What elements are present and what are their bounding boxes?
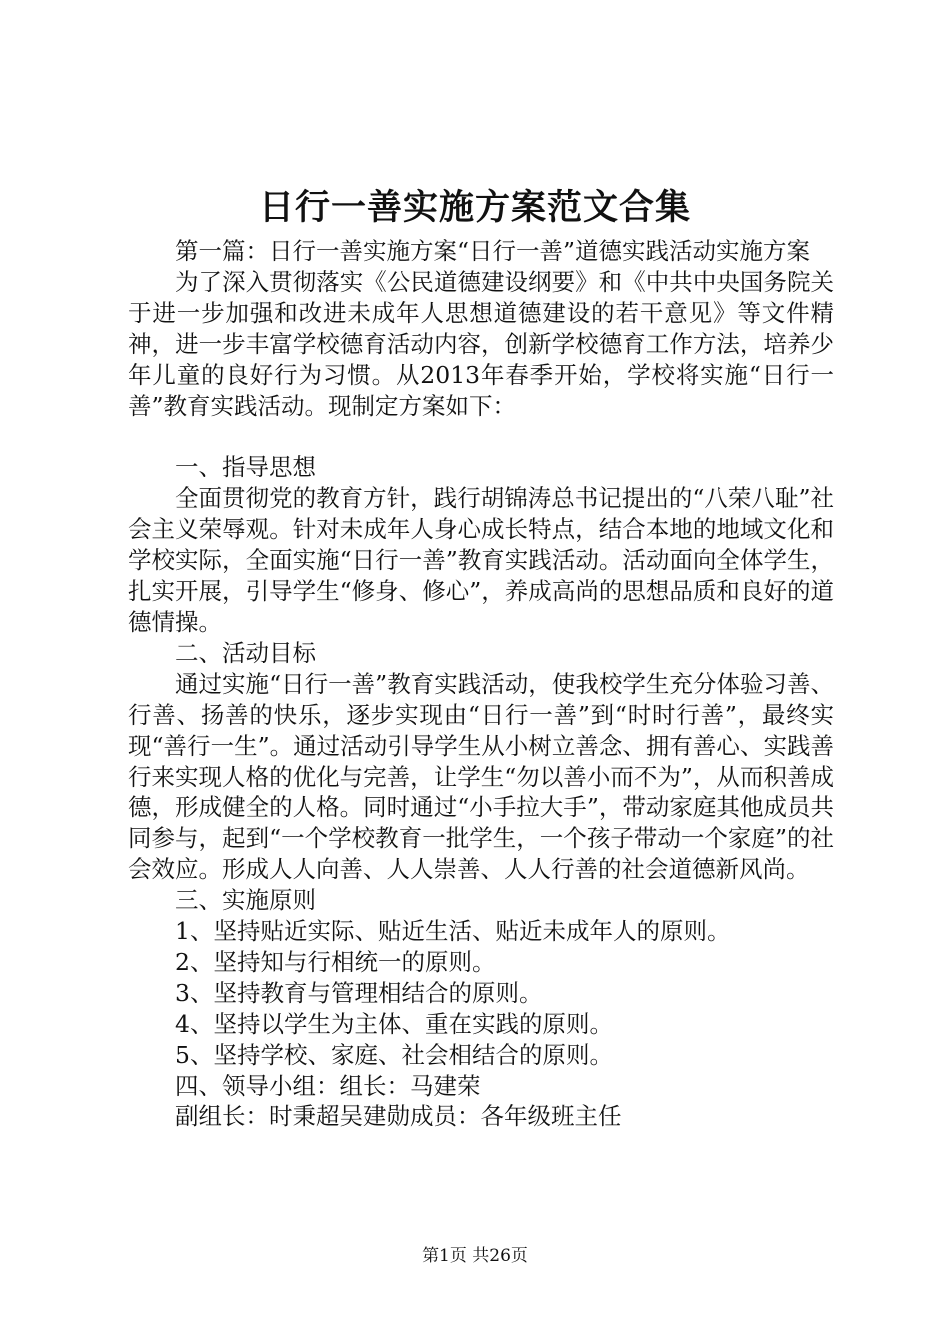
page-number-footer: 第1页 共26页 [422,1246,528,1266]
list-item-principle-2: 2、坚持知与行相统一的原则。 [175,947,496,976]
document-title: 日行一善实施方案范文合集 [258,187,691,228]
list-item-principle-1: 1、坚持贴近实际、贴近生活、贴近未成年人的原则。 [175,917,731,946]
document-body [128,236,834,1132]
paragraph-guiding-ideology: 全面贯彻党的教育方针，践行胡锦涛总书记提出的“八荣八耻”社会主义荣辱观。针对未成年人身心成长特点，结合本地的地域文化和学校实际，全面实施“日行一善”教育实践活动。活动面向全体学生，扎实开展，引导学生“修身、修心”，养成高尚的思想品质和良好的道德情操。 [128,484,834,636]
list-item-principle-3: 3、坚持教育与管理相结合的原则。 [175,978,543,1007]
section-heading-leadership-group: 四、领导小组：组长：马建荣 [175,1071,481,1100]
section-heading-principles: 三、实施原则 [175,886,316,915]
paragraph-activity-goals: 通过实施“日行一善”教育实践活动，使我校学生充分体验习善、行善、扬善的快乐，逐步实现由“日行一善”到“时时行善”，最终实现“善行一生”。通过活动引导学生从小树立善念、拥有善心、实践善行来实现人格的优化与完善，让学生“勿以善小而不为”，从而积善成德，形成健全的人格。同时通过“小手拉大手”，带动家庭其他成员共同参与，起到“一个学校教育一批学生，一个孩子带动一个家庭”的社会效应。形成人人向善、人人崇善、人人行善的社会道德新风尚。 [128,669,834,884]
list-item-principle-4: 4、坚持以学生为主体、重在实践的原则。 [175,1009,613,1038]
list-item-principle-5: 5、坚持学校、家庭、社会相结合的原则。 [175,1040,613,1069]
section-heading-activity-goals: 二、活动目标 [175,638,316,667]
paragraph-leadership-members: 副组长：时秉超吴建勋成员：各年级班主任 [175,1102,622,1131]
section-heading-guiding-ideology: 一、指导思想 [175,453,316,482]
paragraph-intro: 为了深入贯彻落实《公民道德建设纲要》和《中共中央国务院关于进一步加强和改进未成年人思想道德建设的若干意见》等文件精神，进一步丰富学校德育活动内容，创新学校德育工作方法，培养少年儿童的良好行为习惯。从2013年春季开始，学校将实施“日行一善”教育实践活动。现制定方案如下： [128,267,834,420]
paragraph-chapter-heading: 第一篇：日行一善实施方案“日行一善”道德实践活动实施方案 [175,237,811,265]
